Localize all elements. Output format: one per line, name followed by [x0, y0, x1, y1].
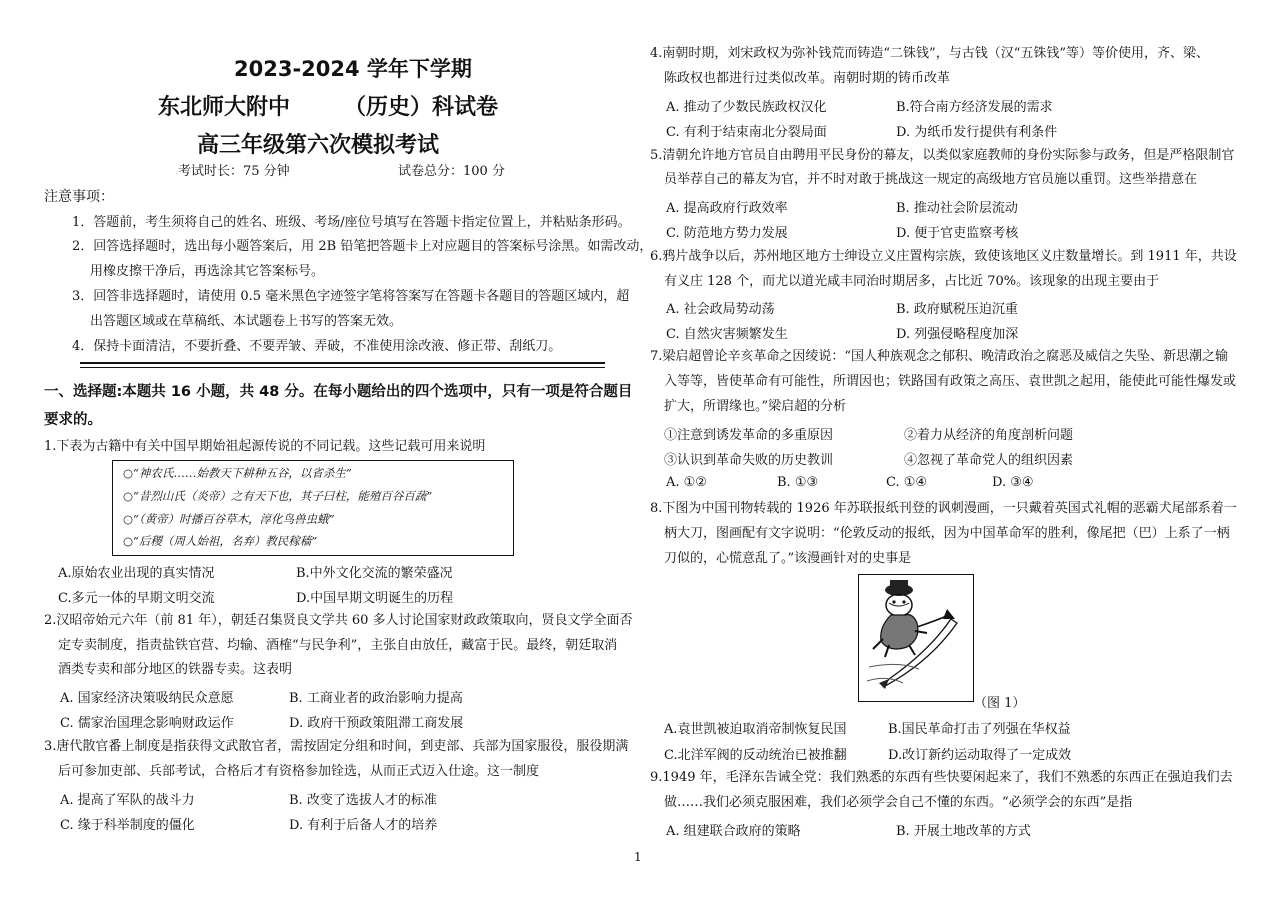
q2-option-c: C. 儒家治国理念影响财政运作	[60, 716, 234, 731]
q7-stem: 7.梁启超曾论辛亥革命之因绫说：“国人种族观念之郁积、晚清政治之腐恶及威信之失坠、新思潮之输	[650, 349, 1229, 364]
q1-option-d: D.中国早期文明诞生的历程	[296, 591, 454, 606]
q2-stem: 2.汉昭帝始元六年（前 81 年），朝廷召集贤良文学共 60 多人讨论国家财政政策取向，贤良文学全面否	[44, 613, 633, 628]
q4-stem: 陈政权也都进行过类似改革。南朝时期的铸币改革	[664, 71, 951, 86]
q9-option-a: A. 组建联合政府的策略	[666, 824, 801, 839]
q7-item: ②着力从经济的角度剖析问题	[904, 428, 1074, 443]
school-name: 东北师大附中	[158, 95, 291, 120]
q8-stem: 柄大刀，图画配有文字说明：“伦敦反动的报纸，因为中国革命军的胜利，像尾把（巴）上系了一柄	[664, 526, 1230, 541]
q6-option-c: C. 自然灾害频繁发生	[666, 327, 788, 342]
notice-line: 2．回答选择题时，选出每小题答案后，用 2B 铅笔把答题卡上对应题目的答案标号涂黑。如需改动，	[72, 239, 653, 254]
q4-option-c: C. 有利于结束南北分裂局面	[666, 125, 827, 140]
q3-option-a: A. 提高了军队的战斗力	[60, 793, 195, 808]
q5-option-b: B. 推动社会阶层流动	[896, 201, 1018, 216]
q5-option-a: A. 提高政府行政效率	[666, 201, 788, 216]
q7-option-b: B. ①③	[777, 475, 819, 490]
satirical-cartoon-image	[858, 574, 974, 702]
subject-title: （历史）科试卷	[344, 95, 499, 120]
q4-option-d: D. 为纸币发行提供有利条件	[896, 125, 1058, 140]
exam-year-term: 2023-2024 学年下学期	[234, 57, 472, 81]
exam-total-score: 试卷总分：100 分	[398, 164, 505, 179]
notice-line: 4．保持卡面清洁，不要折叠、不要弄皱、弄破，不准使用涂改液、修正带、刮纸刀。	[72, 339, 562, 354]
notice-title: 注意事项：	[44, 189, 114, 205]
q7-item: ①注意到诱发革命的多重原因	[664, 428, 834, 443]
q7-item: ④忽视了革命党人的组织因素	[904, 453, 1074, 468]
q5-stem: 5.清朝允许地方官员自由聘用平民身份的幕友，以类似家庭教师的身份实际参与政务，但是严格限制官	[650, 148, 1235, 163]
q9-option-b: B. 开展土地改革的方式	[896, 824, 1031, 839]
q5-option-d: D. 便于官吏监察考核	[896, 226, 1019, 241]
q3-stem: 后可参加吏部、兵部考试，合格后才有资格参加铨选，从而正式迈入仕途。这一制度	[58, 764, 540, 779]
q3-option-d: D. 有利于后备人才的培养	[289, 818, 438, 833]
q8-option-a: A.袁世凯被迫取消帝制恢复民国	[664, 722, 847, 737]
notice-line: 出答题区域或在草稿纸、本试题卷上书写的答案无效。	[90, 314, 403, 329]
exam-title: 高三年级第六次模拟考试	[197, 133, 440, 158]
q5-stem: 员举荐自己的幕友为官，并不时对敢于挑战这一规定的高级地方官员施以重罚。这些举措意在	[664, 172, 1198, 187]
q8-option-c: C.北洋军阀的反动统治已被推翻	[664, 748, 847, 763]
notice-line: 用橡皮擦干净后，再选涂其它答案标号。	[90, 264, 325, 279]
q9-stem: 做……我们必须克服困难，我们必须学会自己不懂的东西。“必须学会的东西”是指	[664, 795, 1133, 810]
q4-stem: 4.南朝时期，刘宋政权为弥补钱荒而铸造“二铢钱”，与古钱（汉“五铢钱”等）等价使用，齐、梁、	[650, 46, 1209, 61]
page-number: 1	[634, 850, 642, 864]
q9-stem: 9.1949 年，毛泽东告诫全党：我们熟悉的东西有些快要闲起来了，我们不熟悉的东西正在强迫我们去	[650, 770, 1233, 785]
section-heading: 一、选择题:本题共 16 小题，共 48 分。在每小题给出的四个选项中，只有一项是符合题目	[44, 384, 633, 400]
q1-quote: ○“后稷（周人始祖，名弃）教民稼穑”	[123, 534, 318, 548]
exam-duration: 考试时长：75 分钟	[178, 164, 290, 179]
notice-line: 1．答题前，考生须将自己的姓名、班级、考场/座位号填写在答题卡指定位置上，并粘贴条形码。	[72, 215, 631, 230]
q1-quote: ○“（黄帝）时播百谷草木，淳化鸟兽虫蛾”	[123, 512, 335, 526]
figure-caption: （图 1）	[974, 696, 1026, 711]
q3-option-c: C. 缘于科举制度的僵化	[60, 818, 195, 833]
q6-option-b: B. 政府赋税压迫沉重	[896, 302, 1018, 317]
q1-option-c: C.多元一体的早期文明交流	[58, 591, 215, 606]
q6-option-a: A. 社会政局势动荡	[666, 302, 775, 317]
q4-option-a: A. 推动了少数民族政权汉化	[666, 100, 827, 115]
q2-option-d: D. 政府干预政策阻滞工商发展	[289, 716, 464, 731]
q8-stem: 8.下图为中国刊物转载的 1926 年苏联报纸刊登的讽刺漫画，一只戴着英国式礼帽的恶霸犬尾部系着一	[650, 501, 1237, 516]
q5-option-c: C. 防范地方势力发展	[666, 226, 788, 241]
q8-stem: 刀似的，心慌意乱了。”该漫画针对的史事是	[664, 551, 912, 566]
q7-option-c: C. ①④	[886, 475, 928, 490]
cartoon-drawing	[859, 575, 973, 701]
q3-option-b: B. 改变了选拔人才的标准	[289, 793, 437, 808]
q1-stem: 1.下表为古籍中有关中国早期始祖起源传说的不同记载。这些记载可用来说明	[44, 439, 486, 454]
q3-stem: 3.唐代散官番上制度是指获得文武散官者，需按固定分组和时间，到吏部、兵部为国家服役，服役期满	[44, 739, 629, 754]
notice-line: 3．回答非选择题时，请使用 0.5 毫米黑色字迹签字笔将答案写在答题卡各题目的答题区域内，超	[72, 289, 630, 304]
q6-stem: 有义庄 128 个，而尤以道光咸丰同治时期居多，占比近 70%。该现象的出现主要由于	[664, 274, 1160, 289]
q7-item: ③认识到革命失败的历史教训	[664, 453, 834, 468]
q2-stem: 定专卖制度，指责盐铁官营、均输、酒榷“与民争利”，主张自由放任，藏富于民。最终，朝廷取消	[58, 638, 618, 653]
q8-option-d: D.改订新约运动取得了一定成效	[888, 748, 1072, 763]
q2-stem: 酒类专卖和部分地区的铁器专卖。这表明	[58, 662, 293, 677]
q6-option-d: D. 列强侵略程度加深	[896, 327, 1019, 342]
q4-option-b: B.符合南方经济发展的需求	[896, 100, 1053, 115]
divider-thin	[80, 367, 605, 368]
q7-option-a: A. ①②	[666, 475, 707, 490]
q2-option-b: B. 工商业者的政治影响力提高	[289, 691, 463, 706]
q1-option-b: B.中外文化交流的繁荣盛况	[296, 566, 453, 581]
q1-option-a: A.原始农业出现的真实情况	[58, 566, 215, 581]
section-heading-cont: 要求的。	[44, 412, 102, 428]
q7-stem: 入等等，皆使革命有可能性，所谓因也；铁路国有政策之高压、袁世凯之起用，能使此可能性爆发或	[664, 374, 1237, 389]
divider-thick	[80, 362, 605, 364]
q6-stem: 6.鸦片战争以后，苏州地区地方士绅设立义庄置构宗族，致使该地区义庄数量增长。到 1911 年，共设	[650, 249, 1237, 264]
q2-option-a: A. 国家经济决策吸纳民众意愿	[60, 691, 234, 706]
q1-quote: ○“神农氏……始教天下耕种五谷，以省杀生”	[123, 466, 352, 480]
q8-option-b: B.国民革命打击了列强在华权益	[888, 722, 1071, 737]
q1-quote-box	[112, 460, 514, 556]
q7-stem: 扩大，所谓缘也。”梁启超的分析	[664, 399, 847, 414]
q7-option-d: D. ③④	[992, 475, 1034, 490]
q1-quote: ○“昔烈山氏（炎帝）之有天下也，其子曰柱，能殖百谷百蔬”	[123, 489, 433, 503]
